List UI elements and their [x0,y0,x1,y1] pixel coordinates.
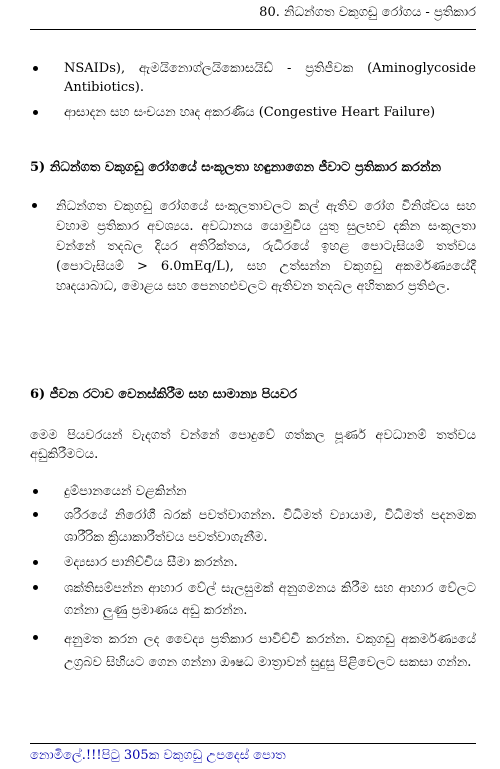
list-item [30,553,476,572]
bullet-icon [33,635,38,640]
section-heading: 6) ජීවන රටාව වෙනස්කිරීම සහ සාමාන්‍ය පියවර [30,387,297,402]
list-item [30,505,476,549]
list-item [30,578,476,622]
section-heading: 5) නිධන්ගත වකුගඩු රෝගයේ සංකූලතා හඳුනාගෙන ජීවාට ප්‍රතිකාර කරන්න [30,160,441,175]
list-item-text: දුම්පානයෙන් වළකින්න [64,484,187,499]
list-item-text: අනුමත කරන ලද වෛද්‍ය ප්‍රතිකාර පාවිච්චි කරන්න. වකුගඩු අකර්මණ්‍යයේ උග්‍රබව සිහියට ගෙන ගන්නා ඖෂධ මාත්‍රාවන් සුදුසු පිළිවෙලට සකසා ගන්න. [64,632,476,670]
list-item-text: නිධන්ගත වකුගඩු රෝගයේ සංකූලතාවලට කල් ඇතිව රෝග විනිශ්චය සහ වහාම ප්‍රතිකාර අවශ්‍යය. අවධානය යොමුවිය යුතු සුලභව දකින සංකූලතා වන්නේ තදබල දියර අතිරික්තය, රුධිරයේ ඉහළ පොටැසියම් තත්වය (පොටැසියම් > 6.0mEq/L), සහ උත්සන්න වකුගඩු අකර්මණ්‍යයේදී හෘදයාබාධ, මොළය සහ පෙනහළුවලට ඇතිවන තදබල අහිතකර ප්‍රතිඵල. [56,199,476,294]
continued-bullet-list [30,59,476,122]
section-intro: මෙම පියවරයන් වැදගත් වන්නේ පොදුවේ ගත්කල පූර්ණ අවධානම් තත්වය අඩුකිරීමටය. [30,428,476,462]
list-item-text: මද්‍යසාර පානිච්චිය සීමා කරන්න. [64,555,238,570]
list-item [30,482,476,501]
list-item [30,628,476,674]
list-item-text: ශක්තිසම්පන්න ආහාර වේල් සැලසුමක් අනුගමනය කිරීම සහ ආහාර වේලට ගන්නා ලුණු ප්‍රමාණය අඩු කරන්න. [64,581,476,618]
bullet-icon [32,203,37,208]
lifestyle-bullet-list [30,482,476,674]
section-5 [30,158,476,297]
header-divider [30,29,476,30]
bullet-icon [33,585,38,590]
section-6 [30,385,476,674]
list-item [30,197,476,297]
bullet-icon [33,560,38,565]
bullet-icon [33,110,38,115]
list-item [30,59,476,97]
page-header: 80. නිධන්ගත වකුගඩු රෝගය - ප්‍රතිකාර [259,5,476,20]
footer-divider [30,743,476,744]
list-item-text: ආසාදන සහ සංචයන හෘද අකරණිය (Congestive Heart Failure) [64,105,436,120]
bullet-icon [33,489,38,494]
list-item [30,103,476,122]
bullet-icon [33,66,38,71]
page-footer: නොමිලේ.!!!පිටු 305ක වකුගඩු උපදෙස් පොත [30,748,286,763]
list-item-text: ශරීරයේ නිරෝගී බරක් පවත්වාගන්න. විධිමත් ව්‍යායාම, විධිමත් පදනමක ශාරීරික ක්‍රියාකාරීත්වය පවත්වාගැනීම. [64,508,476,545]
list-item-text: NSAIDs), ඇමයිනොග්ලයිකොසයිඩ් - ප්‍රතිජීවක (Aminoglycoside Antibiotics). [64,61,476,95]
bullet-icon [33,512,38,517]
